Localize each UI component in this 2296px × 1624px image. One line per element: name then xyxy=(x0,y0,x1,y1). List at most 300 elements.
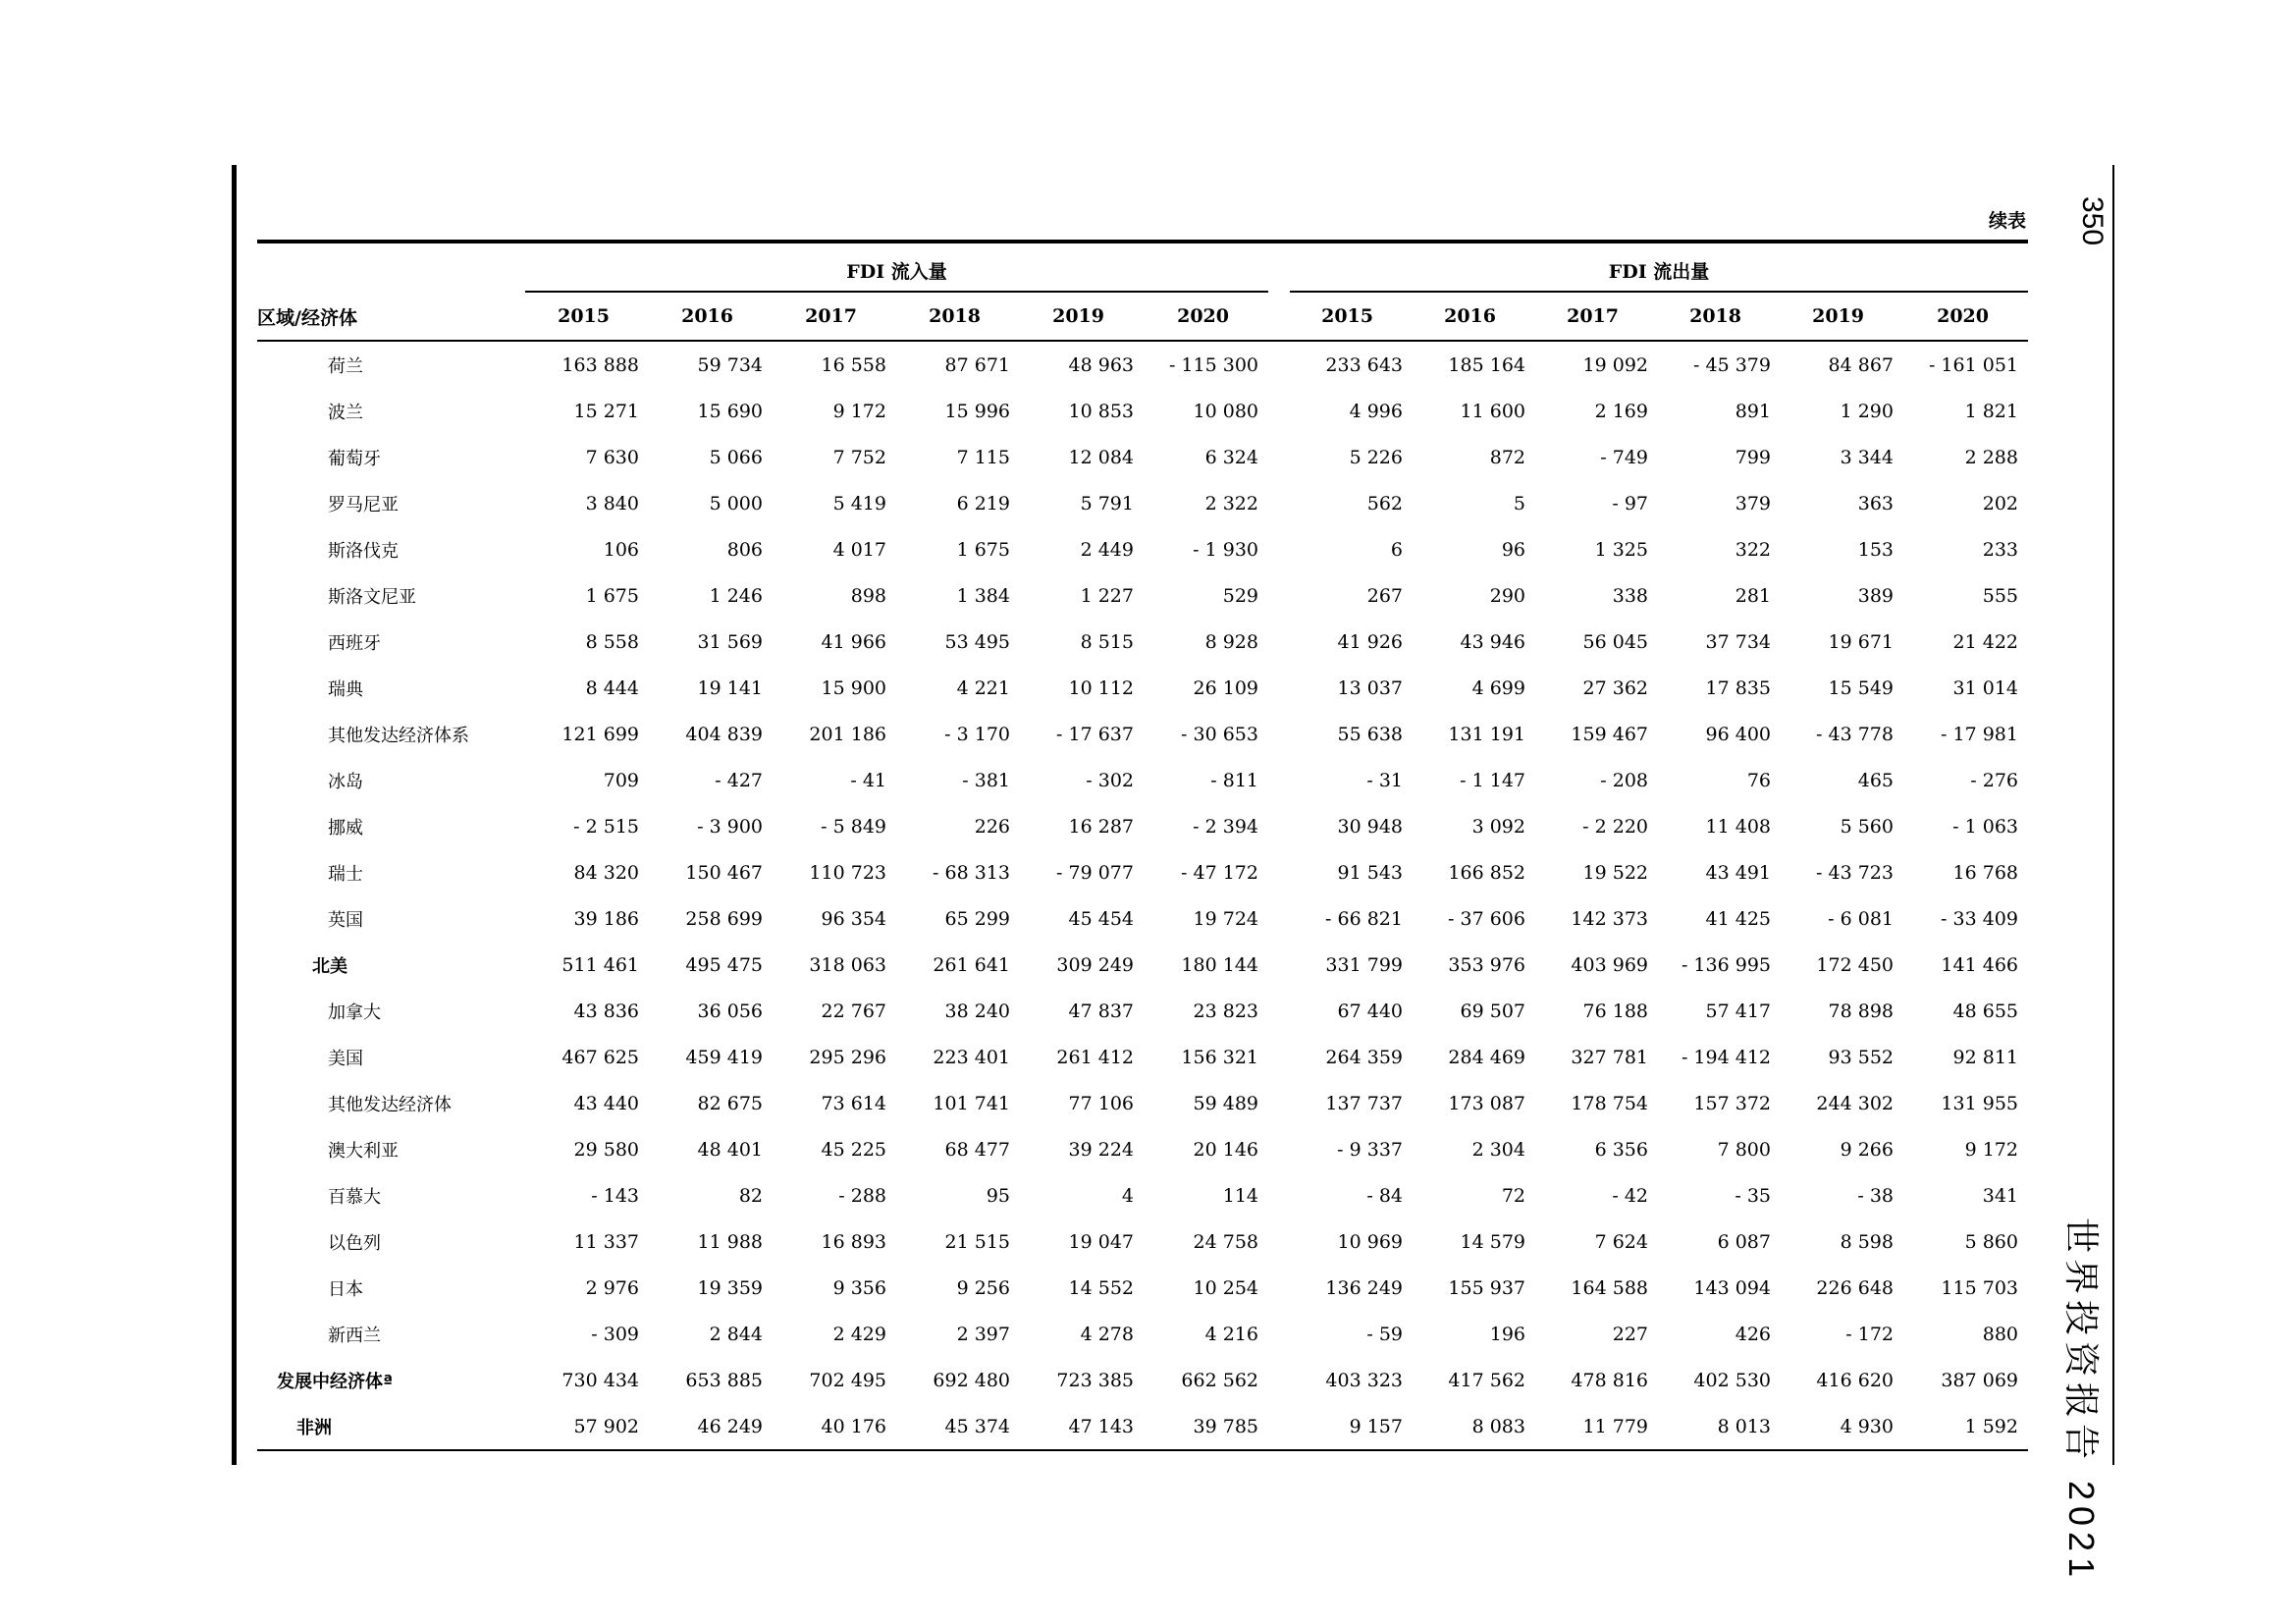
outflow-cell: 1 821 xyxy=(1964,400,2018,422)
outflow-cell: 9 266 xyxy=(1840,1138,1894,1161)
inflow-cell: 46 249 xyxy=(697,1415,763,1437)
outflow-cell: 19 671 xyxy=(1828,630,1894,653)
inflow-cell: 45 225 xyxy=(821,1138,886,1161)
outflow-cell: 264 359 xyxy=(1325,1046,1403,1068)
inflow-cell: 5 791 xyxy=(1080,492,1134,514)
table-row xyxy=(257,803,2028,849)
inflow-cell: 82 675 xyxy=(697,1092,763,1114)
outflow-cell: - 33 409 xyxy=(1941,907,2018,930)
inflow-year-2019: 2019 xyxy=(1052,305,1104,327)
table-row xyxy=(257,526,2028,572)
inflow-group-rule xyxy=(525,291,1268,293)
column-gap xyxy=(1268,293,1290,340)
outflow-cell: 327 781 xyxy=(1571,1046,1648,1068)
outflow-cell: - 1 147 xyxy=(1460,769,1525,791)
inflow-cell: 201 186 xyxy=(809,723,886,745)
outflow-cell: 11 408 xyxy=(1705,815,1771,838)
outflow-cell: 244 302 xyxy=(1816,1092,1894,1114)
inflow-cell: 7 115 xyxy=(956,446,1010,468)
region-name-cell: 瑞士 xyxy=(328,863,363,885)
inflow-cell: 3 840 xyxy=(585,492,639,514)
table-bottom-rule xyxy=(257,1449,2028,1451)
inflow-cell: 26 109 xyxy=(1193,677,1258,699)
outflow-cell: 96 xyxy=(1501,538,1525,561)
inflow-cell: 16 558 xyxy=(821,353,886,376)
outflow-cell: - 161 051 xyxy=(1928,353,2018,376)
region-name-cell: 以色列 xyxy=(328,1232,381,1254)
inflow-cell: 1 246 xyxy=(709,584,763,607)
region-name-cell: 葡萄牙 xyxy=(328,448,381,469)
inflow-cell: 19 724 xyxy=(1193,907,1258,930)
inflow-cell: 2 397 xyxy=(956,1323,1010,1345)
inflow-cell: 77 106 xyxy=(1068,1092,1134,1114)
table-row xyxy=(257,1218,2028,1265)
inflow-cell: 19 359 xyxy=(697,1276,763,1299)
outflow-cell: 267 xyxy=(1366,584,1403,607)
outflow-cell: 136 249 xyxy=(1325,1276,1403,1299)
inflow-cell: 11 337 xyxy=(573,1230,639,1253)
inflow-cell: 318 063 xyxy=(809,953,886,976)
inflow-cell: 47 143 xyxy=(1068,1415,1134,1437)
outflow-cell: 9 157 xyxy=(1349,1415,1403,1437)
inflow-cell: 459 419 xyxy=(685,1046,763,1068)
inflow-cell: 11 988 xyxy=(697,1230,763,1253)
outflow-cell: 57 417 xyxy=(1705,1000,1771,1022)
outflow-cell: 799 xyxy=(1735,446,1771,468)
inflow-cell: 1 675 xyxy=(585,584,639,607)
outflow-cell: 142 373 xyxy=(1571,907,1648,930)
inflow-cell: - 2 515 xyxy=(573,815,639,838)
table-row xyxy=(257,988,2028,1034)
outflow-cell: 226 648 xyxy=(1816,1276,1894,1299)
outflow-cell: 9 172 xyxy=(1964,1138,2018,1161)
inflow-cell: 14 552 xyxy=(1068,1276,1134,1299)
outflow-cell: 92 811 xyxy=(1952,1046,2018,1068)
table-row xyxy=(257,342,2028,388)
outflow-cell: 1 290 xyxy=(1840,400,1894,422)
outflow-cell: - 9 337 xyxy=(1337,1138,1403,1161)
inflow-cell: 4 xyxy=(1121,1184,1134,1207)
outflow-cell: 11 779 xyxy=(1582,1415,1648,1437)
outflow-cell: 131 191 xyxy=(1448,723,1525,745)
region-name-cell: 澳大利亚 xyxy=(328,1140,399,1162)
inflow-cell: 53 495 xyxy=(944,630,1010,653)
outflow-cell: 91 543 xyxy=(1337,861,1403,884)
inflow-group-header: FDI 流入量 xyxy=(846,261,947,283)
table-row xyxy=(257,572,2028,619)
inflow-cell: 2 449 xyxy=(1080,538,1134,561)
outflow-cell: 143 094 xyxy=(1693,1276,1771,1299)
inflow-cell: 15 690 xyxy=(697,400,763,422)
inflow-cell: 653 885 xyxy=(685,1369,763,1391)
inflow-cell: 39 186 xyxy=(573,907,639,930)
outflow-cell: 15 549 xyxy=(1828,677,1894,699)
inflow-cell: 23 823 xyxy=(1193,1000,1258,1022)
outflow-cell: - 97 xyxy=(1612,492,1648,514)
outflow-cell: 155 937 xyxy=(1448,1276,1525,1299)
inflow-cell: 12 084 xyxy=(1068,446,1134,468)
year-header-row xyxy=(257,293,2028,340)
inflow-cell: - 115 300 xyxy=(1168,353,1258,376)
outflow-cell: 13 037 xyxy=(1337,677,1403,699)
outflow-cell: - 43 723 xyxy=(1816,861,1894,884)
inflow-cell: 8 558 xyxy=(585,630,639,653)
column-gap xyxy=(1268,342,1290,388)
inflow-cell: 87 671 xyxy=(944,353,1010,376)
column-gap xyxy=(1268,711,1290,757)
column-gap xyxy=(1268,1265,1290,1311)
outflow-cell: 17 835 xyxy=(1705,677,1771,699)
inflow-cell: 8 444 xyxy=(585,677,639,699)
outflow-cell: 76 xyxy=(1746,769,1771,791)
inflow-cell: - 3 170 xyxy=(944,723,1010,745)
outflow-cell: 8 013 xyxy=(1717,1415,1771,1437)
outflow-cell: 341 xyxy=(1982,1184,2018,1207)
outflow-cell: - 35 xyxy=(1735,1184,1771,1207)
outflow-cell: 8 083 xyxy=(1471,1415,1525,1437)
inflow-cell: - 3 900 xyxy=(697,815,763,838)
inflow-cell: 22 767 xyxy=(821,1000,886,1022)
outflow-cell: 137 737 xyxy=(1325,1092,1403,1114)
inflow-cell: 467 625 xyxy=(561,1046,639,1068)
inflow-cell: 20 146 xyxy=(1193,1138,1258,1161)
outflow-cell: 6 087 xyxy=(1717,1230,1771,1253)
outflow-cell: 56 045 xyxy=(1582,630,1648,653)
region-name-cell: 斯洛文尼亚 xyxy=(328,586,416,608)
outflow-cell: 72 xyxy=(1501,1184,1525,1207)
inflow-cell: 106 xyxy=(603,538,639,561)
inflow-cell: 38 240 xyxy=(944,1000,1010,1022)
region-name-cell: 斯洛伐克 xyxy=(328,540,399,562)
outflow-cell: 84 867 xyxy=(1828,353,1894,376)
inflow-cell: 15 996 xyxy=(944,400,1010,422)
outflow-cell: 55 638 xyxy=(1337,723,1403,745)
outflow-cell: 173 087 xyxy=(1448,1092,1525,1114)
outflow-cell: 5 xyxy=(1513,492,1525,514)
inflow-cell: - 302 xyxy=(1086,769,1134,791)
column-gap xyxy=(1268,942,1290,988)
outflow-cell: - 43 778 xyxy=(1816,723,1894,745)
outflow-cell: 4 930 xyxy=(1840,1415,1894,1437)
region-name-cell: 发展中经济体ª xyxy=(277,1371,394,1392)
outflow-cell: 379 xyxy=(1735,492,1771,514)
inflow-cell: 9 356 xyxy=(832,1276,886,1299)
outflow-cell: - 17 981 xyxy=(1941,723,2018,745)
outflow-cell: 78 898 xyxy=(1828,1000,1894,1022)
outflow-cell: 353 976 xyxy=(1448,953,1525,976)
inflow-cell: 114 xyxy=(1222,1184,1258,1207)
inflow-cell: 4 221 xyxy=(956,677,1010,699)
region-name-cell: 罗马尼亚 xyxy=(328,494,399,515)
outflow-cell: 322 xyxy=(1735,538,1771,561)
region-name-cell: 非洲 xyxy=(296,1417,332,1438)
inflow-cell: 2 976 xyxy=(585,1276,639,1299)
continued-label: 续表 xyxy=(1988,210,2026,232)
inflow-cell: - 2 394 xyxy=(1193,815,1258,838)
outflow-cell: 2 304 xyxy=(1471,1138,1525,1161)
table-row xyxy=(257,388,2028,434)
outflow-cell: 402 530 xyxy=(1693,1369,1771,1391)
outflow-cell: 478 816 xyxy=(1571,1369,1648,1391)
column-gap xyxy=(1268,1311,1290,1357)
inflow-cell: 223 401 xyxy=(933,1046,1010,1068)
inflow-cell: 39 224 xyxy=(1068,1138,1134,1161)
table-row xyxy=(257,849,2028,895)
outflow-cell: 403 969 xyxy=(1571,953,1648,976)
inflow-cell: 48 401 xyxy=(697,1138,763,1161)
inflow-cell: 16 893 xyxy=(821,1230,886,1253)
outflow-cell: 555 xyxy=(1982,584,2018,607)
table-row xyxy=(257,619,2028,665)
inflow-cell: 511 461 xyxy=(561,953,639,976)
inflow-cell: 5 066 xyxy=(709,446,763,468)
outflow-cell: 6 356 xyxy=(1594,1138,1648,1161)
column-gap xyxy=(1268,1126,1290,1172)
outflow-cell: 93 552 xyxy=(1828,1046,1894,1068)
outflow-cell: - 66 821 xyxy=(1325,907,1403,930)
region-name-cell: 日本 xyxy=(328,1278,363,1300)
inflow-cell: 4 216 xyxy=(1204,1323,1258,1345)
inflow-cell: 45 454 xyxy=(1068,907,1134,930)
table-row xyxy=(257,711,2028,757)
region-name-cell: 挪威 xyxy=(328,817,363,839)
inflow-cell: 8 515 xyxy=(1080,630,1134,653)
outflow-cell: 4 996 xyxy=(1349,400,1403,422)
region-name-cell: 其他发达经济体 xyxy=(328,1094,452,1115)
outflow-cell: 37 734 xyxy=(1705,630,1771,653)
inflow-cell: - 381 xyxy=(962,769,1010,791)
inflow-cell: 9 172 xyxy=(832,400,886,422)
outflow-cell: 281 xyxy=(1735,584,1771,607)
outflow-cell: 417 562 xyxy=(1448,1369,1525,1391)
table-row xyxy=(257,434,2028,480)
column-gap xyxy=(1268,480,1290,526)
outflow-cell: 1 325 xyxy=(1594,538,1648,561)
column-gap xyxy=(1268,619,1290,665)
inflow-cell: - 17 637 xyxy=(1056,723,1134,745)
region-name-cell: 其他发达经济体系 xyxy=(328,725,469,746)
inflow-cell: - 427 xyxy=(715,769,763,791)
inflow-cell: 45 374 xyxy=(944,1415,1010,1437)
table-row xyxy=(257,1126,2028,1172)
outflow-cell: 16 768 xyxy=(1952,861,2018,884)
outflow-cell: 153 xyxy=(1857,538,1894,561)
outflow-cell: - 749 xyxy=(1600,446,1648,468)
outflow-cell: 284 469 xyxy=(1448,1046,1525,1068)
outflow-cell: 290 xyxy=(1489,584,1525,607)
inflow-cell: 163 888 xyxy=(561,353,639,376)
column-gap xyxy=(1268,1172,1290,1218)
outflow-cell: 3 092 xyxy=(1471,815,1525,838)
inflow-cell: 709 xyxy=(603,769,639,791)
inflow-cell: 2 322 xyxy=(1204,492,1258,514)
outflow-cell: 96 400 xyxy=(1705,723,1771,745)
outflow-cell: 5 560 xyxy=(1840,815,1894,838)
outflow-year-2017: 2017 xyxy=(1567,305,1619,327)
inflow-cell: 529 xyxy=(1222,584,1258,607)
inflow-cell: 1 227 xyxy=(1080,584,1134,607)
inflow-cell: 226 xyxy=(974,815,1010,838)
table-row xyxy=(257,895,2028,942)
column-gap xyxy=(1268,665,1290,711)
inflow-cell: 57 902 xyxy=(573,1415,639,1437)
inflow-cell: 1 675 xyxy=(956,538,1010,561)
outflow-cell: - 31 xyxy=(1366,769,1403,791)
inflow-cell: 662 562 xyxy=(1181,1369,1258,1391)
table-row xyxy=(257,1080,2028,1126)
outflow-cell: 41 425 xyxy=(1705,907,1771,930)
left-margin-rule xyxy=(232,165,237,1465)
inflow-cell: 6 219 xyxy=(956,492,1010,514)
outflow-cell: 67 440 xyxy=(1337,1000,1403,1022)
outflow-cell: - 59 xyxy=(1366,1323,1403,1345)
inflow-year-2016: 2016 xyxy=(681,305,733,327)
table-row xyxy=(257,757,2028,803)
column-gap xyxy=(1268,388,1290,434)
inflow-cell: 110 723 xyxy=(809,861,886,884)
region-name-cell: 百慕大 xyxy=(328,1186,381,1208)
inflow-cell: 692 480 xyxy=(933,1369,1010,1391)
outflow-cell: 14 579 xyxy=(1460,1230,1525,1253)
outflow-cell: 202 xyxy=(1982,492,2018,514)
outflow-cell: 166 852 xyxy=(1448,861,1525,884)
inflow-year-2018: 2018 xyxy=(929,305,981,327)
inflow-cell: 73 614 xyxy=(821,1092,886,1114)
inflow-cell: - 47 172 xyxy=(1181,861,1258,884)
inflow-cell: 10 853 xyxy=(1068,400,1134,422)
outflow-cell: - 84 xyxy=(1366,1184,1403,1207)
outflow-cell: - 172 xyxy=(1845,1323,1894,1345)
outflow-cell: - 194 412 xyxy=(1681,1046,1771,1068)
region-name-cell: 波兰 xyxy=(328,402,363,423)
inflow-cell: 4 017 xyxy=(832,538,886,561)
inflow-cell: 40 176 xyxy=(821,1415,886,1437)
group-header-row xyxy=(257,244,2028,293)
outflow-cell: - 1 063 xyxy=(1952,815,2018,838)
table-row xyxy=(257,665,2028,711)
inflow-cell: 8 928 xyxy=(1204,630,1258,653)
column-gap xyxy=(1268,757,1290,803)
outflow-cell: 4 699 xyxy=(1471,677,1525,699)
outflow-year-2015: 2015 xyxy=(1321,305,1373,327)
inflow-cell: 24 758 xyxy=(1193,1230,1258,1253)
outflow-year-2016: 2016 xyxy=(1444,305,1496,327)
outflow-cell: - 276 xyxy=(1970,769,2018,791)
inflow-cell: 121 699 xyxy=(561,723,639,745)
outflow-cell: 5 860 xyxy=(1964,1230,2018,1253)
outflow-cell: 19 092 xyxy=(1582,353,1648,376)
outflow-cell: 141 466 xyxy=(1941,953,2018,976)
outflow-cell: - 208 xyxy=(1600,769,1648,791)
inflow-cell: 29 580 xyxy=(573,1138,639,1161)
inflow-cell: 43 836 xyxy=(573,1000,639,1022)
inflow-cell: 101 741 xyxy=(933,1092,1010,1114)
outflow-cell: - 45 379 xyxy=(1693,353,1771,376)
outflow-group-rule xyxy=(1290,291,2028,293)
inflow-cell: 10 112 xyxy=(1068,677,1134,699)
inflow-cell: 21 515 xyxy=(944,1230,1010,1253)
outflow-cell: 69 507 xyxy=(1460,1000,1525,1022)
inflow-cell: - 79 077 xyxy=(1056,861,1134,884)
right-margin-rule xyxy=(2112,165,2114,1465)
region-name-cell: 美国 xyxy=(328,1048,363,1069)
inflow-cell: 82 xyxy=(738,1184,763,1207)
outflow-cell: 41 926 xyxy=(1337,630,1403,653)
outflow-cell: 172 450 xyxy=(1816,953,1894,976)
outflow-cell: 10 969 xyxy=(1337,1230,1403,1253)
region-name-cell: 英国 xyxy=(328,909,363,931)
outflow-cell: - 38 xyxy=(1857,1184,1894,1207)
outflow-cell: 5 226 xyxy=(1349,446,1403,468)
outflow-cell: 115 703 xyxy=(1941,1276,2018,1299)
inflow-cell: 36 056 xyxy=(697,1000,763,1022)
inflow-cell: - 1 930 xyxy=(1193,538,1258,561)
column-gap xyxy=(1268,988,1290,1034)
column-gap xyxy=(1268,1034,1290,1080)
column-gap xyxy=(1268,1357,1290,1403)
outflow-cell: 21 422 xyxy=(1952,630,2018,653)
outflow-cell: 416 620 xyxy=(1816,1369,1894,1391)
inflow-cell: 5 419 xyxy=(832,492,886,514)
outflow-cell: 363 xyxy=(1857,492,1894,514)
inflow-cell: - 30 653 xyxy=(1181,723,1258,745)
outflow-cell: 562 xyxy=(1366,492,1403,514)
outflow-cell: - 6 081 xyxy=(1828,907,1894,930)
outflow-cell: 196 xyxy=(1489,1323,1525,1345)
column-gap xyxy=(1268,803,1290,849)
inflow-cell: 65 299 xyxy=(944,907,1010,930)
inflow-cell: 156 321 xyxy=(1181,1046,1258,1068)
table-row xyxy=(257,1265,2028,1311)
inflow-year-2020: 2020 xyxy=(1177,305,1229,327)
column-gap xyxy=(1268,1080,1290,1126)
outflow-cell: 164 588 xyxy=(1571,1276,1648,1299)
inflow-cell: 95 xyxy=(986,1184,1010,1207)
inflow-cell: 19 047 xyxy=(1068,1230,1134,1253)
column-gap xyxy=(1268,1403,1290,1449)
inflow-cell: 309 249 xyxy=(1056,953,1134,976)
outflow-cell: 6 xyxy=(1390,538,1403,561)
inflow-cell: 15 271 xyxy=(573,400,639,422)
inflow-cell: 43 440 xyxy=(573,1092,639,1114)
table-row xyxy=(257,942,2028,988)
outflow-cell: 48 655 xyxy=(1952,1000,2018,1022)
region-header: 区域/经济体 xyxy=(257,306,357,329)
column-gap xyxy=(1268,526,1290,572)
inflow-cell: 7 630 xyxy=(585,446,639,468)
outflow-cell: 387 069 xyxy=(1941,1369,2018,1391)
inflow-cell: - 288 xyxy=(838,1184,886,1207)
inflow-cell: - 143 xyxy=(591,1184,639,1207)
column-gap xyxy=(1268,434,1290,480)
table-row xyxy=(257,1172,2028,1218)
inflow-cell: 261 641 xyxy=(933,953,1010,976)
inflow-cell: 1 384 xyxy=(956,584,1010,607)
outflow-cell: 157 372 xyxy=(1693,1092,1771,1114)
table-row xyxy=(257,1311,2028,1357)
outflow-cell: 389 xyxy=(1857,584,1894,607)
outflow-cell: 43 491 xyxy=(1705,861,1771,884)
inflow-cell: 806 xyxy=(726,538,763,561)
inflow-cell: 180 144 xyxy=(1181,953,1258,976)
outflow-cell: 131 955 xyxy=(1941,1092,2018,1114)
inflow-cell: 16 287 xyxy=(1068,815,1134,838)
data-table xyxy=(257,293,2028,1449)
region-name-cell: 北美 xyxy=(312,955,347,977)
inflow-cell: 9 256 xyxy=(956,1276,1010,1299)
outflow-cell: - 37 606 xyxy=(1448,907,1525,930)
inflow-cell: 150 467 xyxy=(685,861,763,884)
